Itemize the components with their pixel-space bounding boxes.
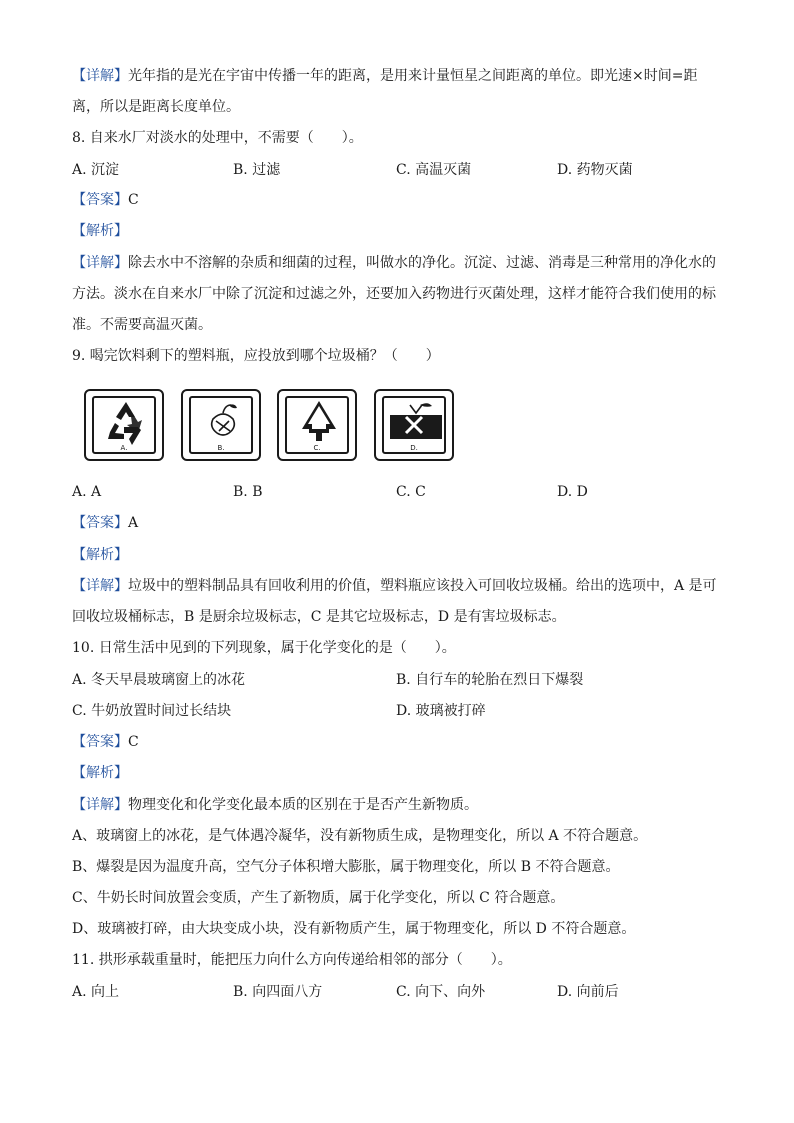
bin-label: C. — [313, 444, 321, 452]
q8-option-d: D. 药物灭菌 — [557, 162, 633, 178]
q10-detail-line: C、牛奶长时间放置会变质，产生了新物质，属于化学变化，所以 C 符合题意。 — [72, 890, 565, 906]
q8-answer — [72, 190, 139, 210]
q9-option-a: A. A — [72, 484, 102, 500]
q9-option-b: B. B — [233, 484, 263, 500]
q8-analysis-tag: 【解析】 — [72, 223, 128, 239]
q11-option-b: B. 向四面八方 — [233, 984, 323, 1000]
q10-answer — [72, 732, 139, 752]
detail-text: 光年指的是光在宇宙中传播一年的距离，是用来计量恒星之间距离的单位。即光速×时间=距 — [128, 68, 698, 84]
answer-tag: 【答案】 — [72, 192, 128, 208]
detail-text: 垃圾中的塑料制品具有回收利用的价值，塑料瓶应该投入可回收垃圾桶。给出的选项中，A 是可 — [128, 578, 717, 594]
detail-tag: 【详解】 — [72, 255, 128, 271]
answer-value: A — [128, 515, 139, 531]
q11-option-d: D. 向前后 — [557, 984, 619, 1000]
q10-option-b: B. 自行车的轮胎在烈日下爆裂 — [396, 672, 584, 688]
answer-value: C — [128, 192, 139, 208]
detail-tag: 【详解】 — [72, 797, 128, 813]
answer-tag: 【答案】 — [72, 515, 128, 531]
bin-option-b — [181, 389, 261, 461]
detail-line — [72, 66, 697, 86]
q9-detail-line — [72, 576, 717, 596]
q10-analysis-tag: 【解析】 — [72, 765, 128, 781]
q10-detail-line: B、爆裂是因为温度升高，空气分子体积增大膨胀，属于物理变化，所以 B 不符合题意。 — [72, 859, 620, 875]
detail-text: 除去水中不溶解的杂质和细菌的过程，叫做水的净化。沉淀、过滤、消毒是三种常用的净化水的 — [128, 255, 716, 271]
q10-detail-line — [72, 795, 478, 815]
q9-detail-line: 回收垃圾桶标志，B 是厨余垃圾标志，C 是其它垃圾标志，D 是有害垃圾标志。 — [72, 609, 566, 625]
q9-analysis-tag: 【解析】 — [72, 547, 128, 563]
q9-option-d: D. D — [557, 484, 588, 500]
detail-tag: 【详解】 — [72, 68, 128, 84]
q10-option-d: D. 玻璃被打碎 — [396, 703, 486, 719]
bin-option-d — [374, 389, 454, 461]
q10-detail-line: D、玻璃被打碎，由大块变成小块，没有新物质产生，属于物理变化，所以 D 不符合题意。 — [72, 921, 636, 937]
answer-tag: 【答案】 — [72, 734, 128, 750]
bin-label: B. — [217, 444, 225, 452]
q10-option-a: A. 冬天早晨玻璃窗上的冰花 — [72, 672, 246, 688]
q9-answer — [72, 513, 138, 533]
question-9: 9. 喝完饮料剩下的塑料瓶，应投放到哪个垃圾桶？（ ） — [72, 348, 440, 364]
q10-option-c: C. 牛奶放置时间过长结块 — [72, 703, 232, 719]
q11-option-a: A. 向上 — [72, 984, 120, 1000]
food-waste-icon — [183, 391, 263, 463]
hazardous-waste-icon — [376, 391, 456, 463]
q8-option-b: B. 过滤 — [233, 162, 281, 178]
detail-text: 物理变化和化学变化最本质的区别在于是否产生新物质。 — [128, 797, 478, 813]
q8-detail-line: 方法。淡水在自来水厂中除了沉淀和过滤之外，还要加入药物进行灭菌处理，这样才能符合我们使用的标 — [72, 286, 716, 302]
recycle-icon — [86, 391, 166, 463]
q8-detail-line: 准。不需要高温灭菌。 — [72, 317, 212, 333]
question-8: 8. 自来水厂对淡水的处理中，不需要（ ）。 — [72, 130, 363, 146]
q11-option-c: C. 向下、向外 — [396, 984, 486, 1000]
question-10: 10. 日常生活中见到的下列现象，属于化学变化的是（ ）。 — [72, 640, 456, 656]
q9-option-c: C. C — [396, 484, 426, 500]
bin-option-a — [84, 389, 164, 461]
q8-option-a: A. 沉淀 — [72, 162, 120, 178]
bin-label: D. — [410, 444, 418, 452]
other-waste-icon — [279, 391, 359, 463]
q10-detail-line: A、玻璃窗上的冰花，是气体遇冷凝华，没有新物质生成，是物理变化，所以 A 不符合题意。 — [72, 828, 648, 844]
detail-tag: 【详解】 — [72, 578, 128, 594]
bin-option-c — [277, 389, 357, 461]
bin-label: A. — [120, 444, 128, 452]
q8-option-c: C. 高温灭菌 — [396, 162, 472, 178]
question-11: 11. 拱形承载重量时，能把压力向什么方向传递给相邻的部分（ ）。 — [72, 952, 512, 968]
detail-line: 离，所以是距离长度单位。 — [72, 99, 240, 115]
q8-detail-line — [72, 253, 716, 273]
answer-value: C — [128, 734, 139, 750]
